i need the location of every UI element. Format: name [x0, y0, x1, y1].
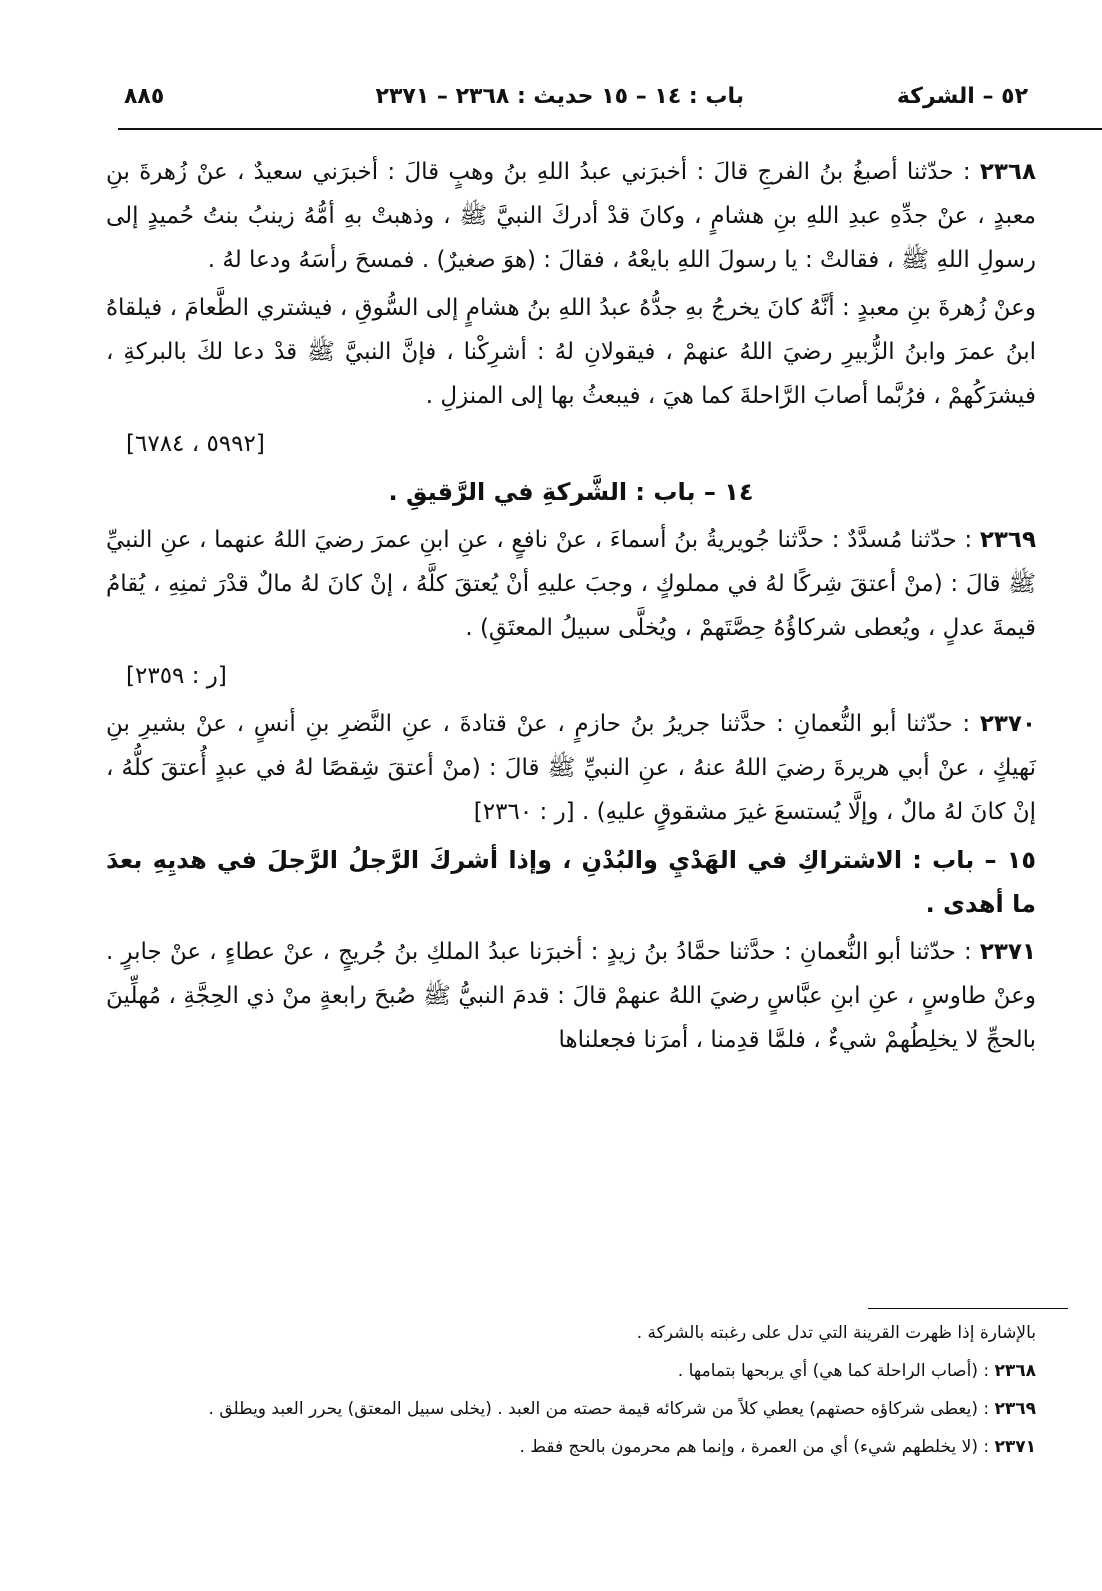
- cross-reference: [٥٩٩٢ ، ٦٧٨٤]: [126, 431, 265, 457]
- header-divider: [118, 128, 1102, 130]
- hadith-2370: [106, 702, 1036, 834]
- footnote-2371: [106, 1430, 1036, 1464]
- hadith-2369: [106, 518, 1036, 650]
- footnote-text: : (يعطى شركاؤه حصتهم) يعطي كلاً من شركائه قيمة حصته من العبد . (يخلى سبيل المعتق) يحرر العبد ويطلق .: [208, 1399, 995, 1419]
- footnote-continued: بالإشارة إذا ظهرت القرينة التي تدل على رغبته بالشركة .: [636, 1323, 1036, 1343]
- page-header: [118, 84, 1034, 118]
- footnote-2369: [106, 1392, 1036, 1426]
- hadith-2368: [106, 150, 1036, 282]
- hadith-text: : حدّثنا أصبغُ بنُ الفرجِ قالَ : أخبرَني عبدُ اللهِ بنُ وهبٍ قالَ : أخبرَني سعيدٌ ، عنْ زُهرةَ بنِ معبدٍ ، عنْ جدِّهِ عبدِ اللهِ بنِ هشامٍ ، وكانَ قدْ أدركَ النبيَّ ﷺ ، وذهبتْ بهِ أمُّهُ زينبُ بنتُ حُميدٍ إلى رسولِ اللهِ ﷺ ، فقالتْ : يا رسولَ اللهِ بايعْهُ ، فقالَ : (هوَ صغيرٌ) . فمسحَ رأسَهُ ودعا لهُ .: [106, 159, 1036, 273]
- footnote-text: : (لا يخلطهم شيء) أي من العمرة ، وإنما هم محرمون بالحج فقط .: [519, 1437, 995, 1457]
- chapter-heading-15: ١٥ – باب : الاشتراكِ في الهَدْيِ والبُدْنِ ، وإذا أشركَ الرَّجلُ الرَّجلَ في هديِهِ بعدَ ما أهدى .: [106, 846, 1036, 918]
- hadith-text: : حدّثنا مُسدَّدٌ : حدَّثنا جُويريةُ بنُ أسماءَ ، عنْ نافعٍ ، عنِ ابنِ عمرَ رضيَ اللهُ عنهما ، عنِ النبيِّ ﷺ قالَ : (منْ أعتقَ شِركًا لهُ في مملوكٍ ، وجبَ عليهِ أنْ يُعتقَ كلَّهُ ، إنْ كانَ لهُ مالٌ قدْرَ ثمنِهِ ، يُقامُ قيمةَ عدلٍ ، ويُعطى شركاؤُهُ حِصَّتَهمْ ، ويُخلَّى سبيلُ المعتَقِ) .: [106, 527, 1036, 641]
- hadith-number: ٢٣٦٩: [979, 527, 1036, 553]
- footnote-2368: [106, 1354, 1036, 1388]
- cross-reference: [ر : ٢٣٥٩]: [126, 663, 227, 689]
- hadith-2371: [106, 930, 1036, 1062]
- page-body: [106, 150, 1036, 1066]
- footnote-number: ٢٣٧١: [994, 1437, 1036, 1457]
- footnote-divider: [868, 1308, 1068, 1309]
- hadith-text: : حدّثنا أبو النُّعمانِ : حدَّثنا جريرُ بنُ حازمٍ ، عنْ قتادةَ ، عنِ النَّضرِ بنِ أنسٍ ، عنْ بشيرِ بنِ نَهيكٍ ، عنْ أبي هريرةَ رضيَ اللهُ عنهُ ، عنِ النبيِّ ﷺ قالَ : (منْ أعتقَ شِقصًا لهُ في عبدٍ أُعتقَ كلُّهُ ، إنْ كانَ لهُ مالٌ ، وإلَّا يُستسعَ غيرَ مشقوقٍ عليهِ) . [ر : ٢٣٦٠]: [106, 711, 1036, 825]
- page-number: ٨٨٥: [124, 84, 165, 109]
- chapter-heading-14: ١٤ – باب : الشَّركةِ في الرَّقيقِ .: [388, 478, 754, 506]
- hadith-2368-continued: وعنْ زُهرةَ بنِ معبدٍ : أنَّهُ كانَ يخرجُ بهِ جدُّهُ عبدُ اللهِ بنُ هشامٍ إلى السُّوقِ ، فيشتري الطَّعامَ ، فيلقاهُ ابنُ عمرَ وابنُ الزُّبيرِ رضيَ اللهُ عنهمْ ، فيقولانِ لهُ : أشرِكْنا ، فإنَّ النبيَّ ﷺ قدْ دعا لكَ بالبركةِ ، فيشرَكُهمْ ، فرُبَّما أصابَ الرَّاحلةَ كما هيَ ، فيبعثُ بها إلى المنزلِ .: [106, 295, 1036, 409]
- hadith-text: : حدّثنا أبو النُّعمانِ : حدَّثنا حمَّادُ بنُ زيدٍ : أخبرَنا عبدُ الملكِ بنُ جُريجٍ ، عنْ عطاءٍ ، عنْ جابرٍ . وعنْ طاوسٍ ، عنِ ابنِ عبَّاسٍ رضيَ اللهُ عنهمْ قالَ : قدمَ النبيُّ ﷺ صُبحَ رابعةٍ منْ ذي الحِجَّةِ ، مُهلِّينَ بالحجِّ لا يخلِطُهمْ شيءٌ ، فلمَّا قدِمنا ، أمرَنا فجعلناها: [106, 939, 1036, 1053]
- footnote-text: : (أصاب الراحلة كما هي) أي يربحها بتمامها .: [677, 1361, 995, 1381]
- hadith-number: ٢٣٧٠: [979, 711, 1036, 737]
- header-chapter: ٥٢ – الشركة: [896, 84, 1028, 109]
- hadith-number: ٢٣٧١: [979, 939, 1036, 965]
- header-range: باب : ١٤ – ١٥ حديث : ٢٣٦٨ – ٢٣٧١: [375, 84, 744, 109]
- footnote-number: ٢٣٦٩: [994, 1399, 1036, 1419]
- footnotes: [106, 1316, 1036, 1468]
- hadith-number: ٢٣٦٨: [979, 159, 1036, 185]
- footnote-number: ٢٣٦٨: [994, 1361, 1036, 1381]
